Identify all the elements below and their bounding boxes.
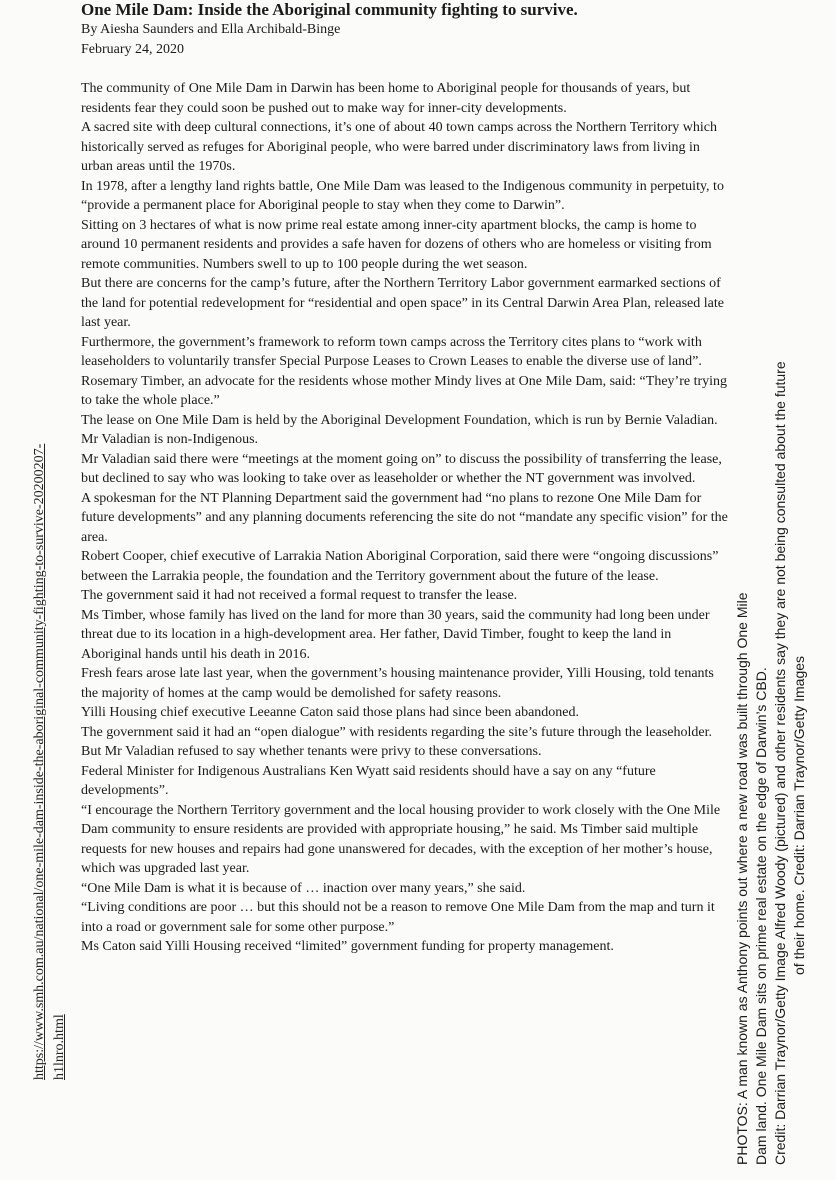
article-title: One Mile Dam: Inside the Aboriginal community fighting to survive. — [81, 0, 578, 19]
paragraph: “I encourage the Northern Territory government and the local housing provider to work closely with the One Mile Dam community to ensure residents are provided with appropriate housing,” he said. Ms Timber said multiple requests for new houses and repairs had gone unanswered for decades, with the exception of her mother’s house, which was upgraded last year. — [81, 802, 721, 876]
paragraph: The community of One Mile Dam in Darwin has been home to Aboriginal people for thousands of years, but residents fear they could soon be pushed out to make way for inner-city developments. — [81, 81, 691, 116]
paragraph: Fresh fears arose late last year, when the government’s housing maintenance provider, Yilli Housing, told tenants the majority of homes at the camp would be demolished for safety reasons. — [81, 666, 714, 701]
paragraph: Rosemary Timber, an advocate for the residents whose mother Mindy lives at One Mile Dam, said: “They’re trying to take the whole place.” — [81, 373, 728, 408]
paragraph: Federal Minister for Indigenous Australians Ken Wyatt said residents should have a say on any “future developments”. — [81, 763, 656, 798]
article-byline: By Aiesha Saunders and Ella Archibald-Binge — [81, 22, 341, 37]
caption-line: PHOTOS: A man known as Anthony points out where a new road was built through One Mile — [734, 592, 750, 1165]
paragraph: Robert Cooper, chief executive of Larrakia Nation Aboriginal Corporation, said there were “ongoing discussions” between the Larrakia people, the foundation and the Territory government about the future of the lease. — [81, 549, 719, 584]
paragraph: A sacred site with deep cultural connections, it’s one of about 40 town camps across the Northern Territory which historically served as refuges for Aboriginal people, who were barred under discriminatory laws from living in urban areas until the 1970s. — [81, 120, 717, 174]
paragraph: A spokesman for the NT Planning Department said the government had “no plans to rezone One Mile Dam for future developments” and any planning documents referencing the site do not “mandate any specific vision” for the area. — [81, 490, 728, 545]
article-body — [81, 79, 731, 957]
paragraph: “One Mile Dam is what it is because of … inaction over many years,” she said. — [81, 880, 526, 896]
paragraph: Furthermore, the government’s framework to reform town camps across the Territory cites plans to “work with leaseholders to voluntarily transfer Special Purpose Leases to Crown Leases to enable the diverse use of land”. — [81, 334, 702, 369]
paragraph: The government said it had not received a formal request to transfer the lease. — [81, 588, 518, 603]
paragraph: Ms Caton said Yilli Housing received “limited” government funding for property management. — [81, 939, 614, 954]
paragraph: The lease on One Mile Dam is held by the Aboriginal Development Foundation, which is run by Bernie Valadian. Mr Valadian is non-Indigenous. — [81, 412, 718, 447]
paragraph: Mr Valadian said there were “meetings at the moment going on” to discuss the possibility of transferring the lease, but declined to say who was looking to take over as leaseholder or whether the NT government was involved. — [81, 451, 722, 486]
paragraph: But there are concerns for the camp’s future, after the Northern Territory Labor government earmarked sections of the land for potential redevelopment for “residential and open space” in its Central Darwin Area Plan, released late last year. — [81, 276, 724, 330]
paragraph: Ms Timber, whose family has lived on the land for more than 30 years, said the community had long been under threat due to its location in a high-development area. Her father, David Timber, fought to keep the land in Aboriginal hands until his death in 2016. — [81, 607, 710, 662]
article-date: February 24, 2020 — [81, 42, 185, 57]
paragraph: The government said it had an “open dialogue” with residents regarding the site’s future through the leaseholder. But Mr Valadian refused to say whether tenants were privy to these conversations. — [81, 724, 712, 759]
caption-line: Credit: Darrian Traynor/Getty Image Alfred Woody (pictured) and other residents say they are not being consulted about the future — [772, 361, 788, 1165]
paragraph: Sitting on 3 hectares of what is now prime real estate among inner-city apartment blocks, the camp is home to around 10 permanent residents and provides a safe haven for dozens of others who are homeless or visiting from remote communities. Numbers swell to up to 100 people during the wet season. — [81, 217, 712, 272]
paragraph: Yilli Housing chief executive Leeanne Caton said those plans had since been abandoned. — [81, 705, 580, 720]
paragraph: In 1978, after a lengthy land rights battle, One Mile Dam was leased to the Indigenous community in perpetuity, to “provide a permanent place for Aboriginal people to stay when they come to Darwin”. — [81, 178, 724, 213]
caption-line: Dam land. One Mile Dam sits on prime real estate on the edge of Darwin’s CBD. — [753, 667, 769, 1165]
caption-line: of their home. Credit: Darrian Traynor/Getty Images — [791, 655, 807, 975]
paragraph: “Living conditions are poor … but this should not be a reason to remove One Mile Dam from the map and turn it into a road or government sale for some other purpose.” — [81, 900, 715, 935]
photo-captions — [733, 225, 809, 1165]
article-header — [81, 0, 781, 60]
source-url-link[interactable]: https://www.smh.com.au/national/one-mile-dam-inside-the-aboriginal-community-fighting-to-survive-20200207-h1lnro.html — [32, 443, 67, 1080]
